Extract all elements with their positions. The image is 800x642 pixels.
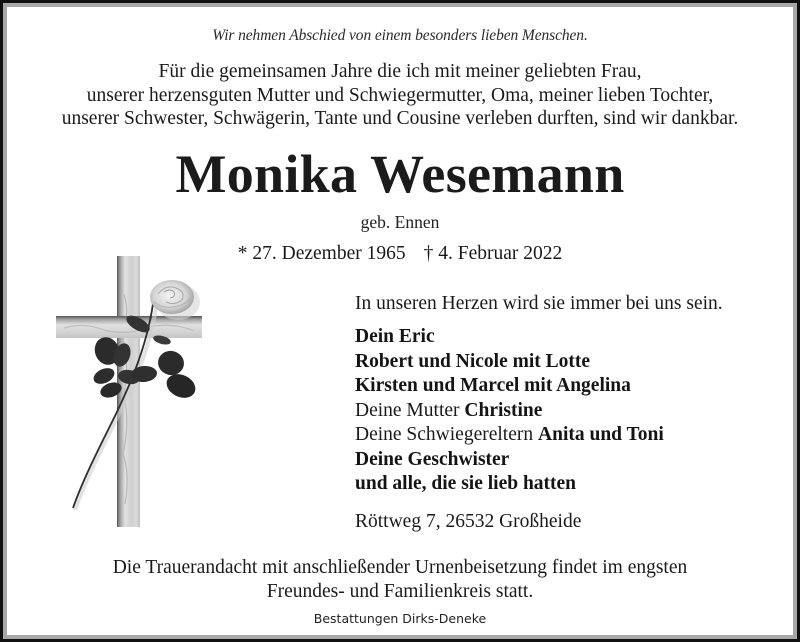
mourner-entry: Dein Eric <box>355 326 435 347</box>
gratitude-line: unserer Schwester, Schwägerin, Tante und Cousine verleben durften, sind wir dankbar. <box>61 108 739 129</box>
birth-date: * 27. Dezember 1965 <box>237 243 406 264</box>
service-line: Die Trauerandacht mit anschließender Urnenbeisetzung findet im engsten <box>112 557 688 578</box>
death-date: † 4. Februar 2022 <box>423 243 563 264</box>
mourner-entry: Robert und Nicole mit Lotte <box>355 350 591 372</box>
cross-with-rose-icon <box>44 254 214 534</box>
mourners-list <box>355 293 723 533</box>
maiden-name: geb. Ennen <box>360 212 440 232</box>
mourner-entry: und alle, die sie lieb hatten <box>355 473 577 494</box>
service-notice <box>0 556 800 603</box>
mourner-entry: Deine Schwiegereltern Anita und Toni <box>355 424 664 445</box>
gratitude-line: Für die gemeinsamen Jahre die ich mit meiner geliebten Frau, <box>158 61 642 82</box>
motto: In unseren Herzen wird sie immer bei uns sein. <box>355 293 723 314</box>
deceased-name: Monika Wesemann <box>175 144 625 204</box>
family-address: Röttweg 7, 26532 Großheide <box>355 510 582 532</box>
intro-text: Wir nehmen Abschied von einem besonders lieben Menschen. <box>212 27 588 44</box>
gratitude-line: unserer herzensguten Mutter und Schwiegermutter, Oma, meiner lieben Tochter, <box>86 84 714 106</box>
mourner-entry: Kirsten und Marcel mit Angelina <box>355 375 631 396</box>
gratitude-text <box>0 60 800 131</box>
undertaker-name: Bestattungen Dirks-Deneke <box>313 611 487 626</box>
mourner-entry: Deine Geschwister <box>355 448 510 470</box>
service-line: Freundes- und Familienkreis statt. <box>266 580 534 602</box>
mourner-entry: Deine Mutter Christine <box>355 399 543 421</box>
